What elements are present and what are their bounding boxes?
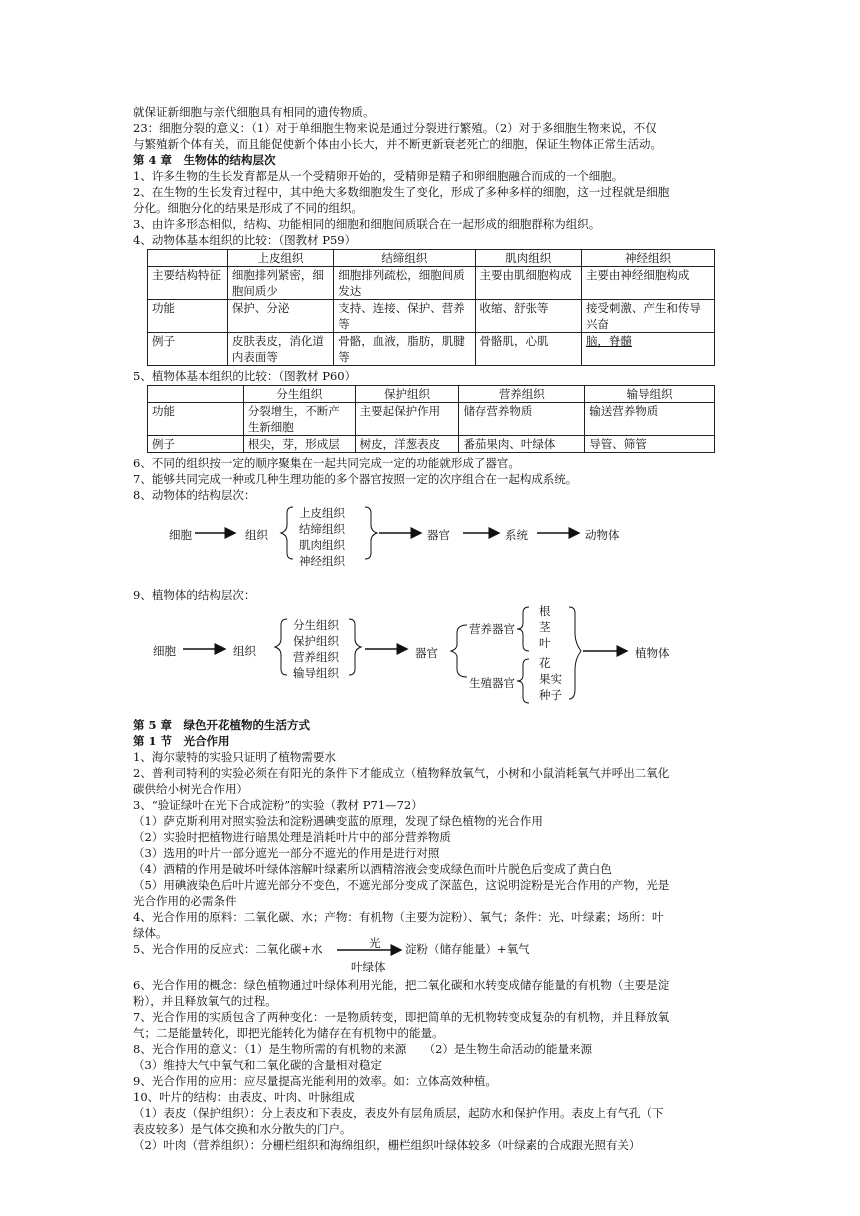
text-line: 就保证新细胞与亲代细胞具有相同的遗传物质。	[133, 105, 375, 119]
table-header-cell: 保护组织	[355, 386, 459, 403]
table-row	[148, 436, 715, 453]
table-row	[148, 403, 715, 436]
table-cell: 导管、筛管	[585, 436, 715, 453]
table-cell: 根尖，芽，形成层	[243, 436, 355, 453]
diagram-node-tissue-type: 保护组织	[293, 634, 339, 648]
text-line: 1、海尔蒙特的实验只证明了植物需要水	[133, 750, 336, 764]
diagram-node-leaf: 叶	[539, 636, 551, 650]
text-line: 7、能够共同完成一种或几种生理功能的多个器官按照一定的次序组合在一起构成系统。	[133, 472, 578, 486]
diagram-node-root: 根	[539, 604, 551, 618]
text-line: 光合作用的必需条件	[133, 894, 237, 908]
table-row	[148, 267, 715, 300]
animal-tissue-table	[147, 249, 715, 366]
diagram-node-stem: 茎	[539, 620, 551, 634]
text-line: 8、动物体的结构层次：	[133, 488, 256, 502]
table-cell: 分裂增生，不断产生新细胞	[243, 403, 355, 436]
text-line: 7、光合作用的实质包含了两种变化：一是物质转变，即把简单的无机物转变成复杂的有机物，并且释放氧	[133, 1010, 670, 1024]
text-line: （1）表皮（保护组织）：分上表皮和下表皮，表皮外有层角质层，起防水和保护作用。表皮上有气孔（下	[133, 1106, 664, 1120]
diagram-node-tissue-type: 结缔组织	[299, 522, 345, 536]
text-line: 8、光合作用的意义：（1）是生物所需的有机物的来源 （2）是生物生命活动的能量来源	[133, 1042, 592, 1056]
table-cell: 番茄果肉、叶绿体	[459, 436, 585, 453]
plant-structure-diagram	[133, 605, 733, 715]
table-row	[148, 333, 715, 366]
text-line: 2、普利司特利的实验必须在有阳光的条件下才能成立（植物释放氧气，小树和小鼠消耗氧气并呼出二氧化	[133, 766, 670, 780]
diagram-node-tissue-type: 营养组织	[293, 650, 339, 664]
diagram-node-tissue-type: 神经组织	[299, 554, 345, 568]
text-line: 2、在生物的生长发育过程中，其中绝大多数细胞发生了变化，形成了多种多样的细胞，这一过程就是细胞	[133, 185, 670, 199]
diagram-node-tissue-type: 上皮组织	[299, 506, 345, 520]
text-line: 4、光合作用的原料：二氧化碳、水；产物：有机物（主要为淀粉）、氧气；条件：光、叶绿素；场所：叶	[133, 910, 664, 924]
text-line: （3）维持大气中氧气和二氧化碳的含量相对稳定	[133, 1058, 382, 1072]
table-header-cell: 肌肉组织	[475, 250, 581, 267]
diagram-node-tissue-type: 输导组织	[293, 666, 339, 680]
equation-condition-light: 光	[369, 936, 381, 950]
table-header-cell: 结缔组织	[334, 250, 475, 267]
text-line: （3）选用的叶片一部分遮光一部分不遮光的作用是进行对照	[133, 846, 440, 860]
diagram-node-animal-body: 动物体	[585, 528, 620, 542]
table-cell: 保护、分泌	[227, 300, 333, 333]
table-header-cell: 分生组织	[243, 386, 355, 403]
text-line: 9、植物体的结构层次：	[133, 588, 256, 602]
table-cell: 支持、连接、保护、营养等	[334, 300, 475, 333]
text-line: 碳供给小树光合作用）	[133, 782, 248, 796]
animal-structure-diagram	[133, 505, 733, 585]
table-header-cell: 输导组织	[585, 386, 715, 403]
diagram-node-fruit: 果实	[539, 672, 562, 686]
chapter-4-title: 第 4 章 生物体的结构层次	[133, 153, 276, 167]
table-cell: 皮肤表皮，消化道内表面等	[227, 333, 333, 366]
text-line: （1）萨克斯利用对照实验法和淀粉遇碘变蓝的原理，发现了绿色植物的光合作用	[133, 814, 543, 828]
table-cell: 输送营养物质	[585, 403, 715, 436]
text-line: （4）酒精的作用是破坏叶绿体溶解叶绿素所以酒精溶液会变成绿色而叶片脱色后变成了黄白色	[133, 862, 612, 876]
photosynthesis-equation	[133, 936, 733, 977]
text-line: （2）实验时把植物进行暗黑处理是消耗叶片中的部分营养物质	[133, 830, 451, 844]
text-line: 分化。细胞分化的结果是形成了不同的组织。	[133, 201, 363, 215]
diagram-node-system: 系统	[505, 528, 528, 542]
table-header-cell: 神经组织	[581, 250, 714, 267]
table-header-row	[148, 386, 715, 403]
table-cell: 主要起保护作用	[355, 403, 459, 436]
text-line: 10、叶片的结构：由表皮、叶肉、叶脉组成	[133, 1090, 355, 1104]
diagram-node-tissue-type: 分生组织	[293, 618, 339, 632]
text-line: 表皮较多）是气体交换和水分散失的门户。	[133, 1122, 352, 1136]
text-line: 5、植物体基本组织的比较：（图教材 P60）	[133, 369, 357, 383]
section-1-title: 第 1 节 光合作用	[133, 734, 230, 748]
diagram-node-tissue: 组织	[245, 528, 268, 542]
diagram-node-plant-body: 植物体	[635, 646, 670, 660]
table-cell: 接受刺激、产生和传导兴奋	[581, 300, 714, 333]
text-line: 4、动物体基本组织的比较：（图教材 P59）	[133, 233, 357, 247]
text-line: 与繁殖新个体有关，而且能促使新个体由小长大，并不断更新衰老死亡的细胞，保证生物体正常生活动。	[133, 137, 662, 151]
table-cell: 功能	[148, 300, 228, 333]
table-cell: 主要由肌细胞构成	[475, 267, 581, 300]
text-line: 绿体。	[133, 926, 168, 940]
chapter-5-title: 第 5 章 绿色开花植物的生活方式	[133, 718, 311, 732]
equation-reactants: 5、光合作用的反应式：二氧化碳+水	[133, 942, 323, 956]
table-row	[148, 300, 715, 333]
text-line: （5）用碘液染色后叶片遮光部分不变色，不遮光部分变成了深蓝色，这说明淀粉是光合作用的产物，光是	[133, 878, 670, 892]
diagram-node-vegetative-organ: 营养器官	[469, 622, 515, 636]
diagram-node-tissue: 组织	[233, 644, 256, 658]
text-line: 气；二是能量转化，即把光能转化为储存在有机物中的能量。	[133, 1026, 444, 1040]
text-line: 3、“验证绿叶在光下合成淀粉”的实验（教材 P71—72）	[133, 798, 423, 812]
text-line: 23：细胞分裂的意义：（1）对于单细胞生物来说是通过分裂进行繁殖。（2）对于多细胞生物来说，不仅	[133, 121, 657, 135]
diagram-node-cell: 细胞	[153, 644, 176, 658]
table-cell: 功能	[148, 403, 244, 436]
table-header-row	[148, 250, 715, 267]
text-line: 6、不同的组织按一定的顺序聚集在一起共同完成一定的功能就形成了器官。	[133, 456, 520, 470]
table-header-cell: 营养组织	[459, 386, 585, 403]
animal-diagram-arrows	[133, 505, 733, 585]
diagram-node-seed: 种子	[539, 688, 562, 702]
table-cell: 储存营养物质	[459, 403, 585, 436]
text-line: 9、光合作用的应用：应尽量提高光能利用的效率。如：立体高效种植。	[133, 1074, 497, 1088]
table-cell: 脑，脊髓	[581, 333, 714, 366]
text-line: 1、许多生物的生长发育都是从一个受精卵开始的，受精卵是精子和卵细胞融合而成的一个细胞。	[133, 169, 624, 183]
table-cell	[148, 386, 244, 403]
equation-products: 淀粉（储存能量）+氧气	[405, 942, 530, 956]
table-cell: 细胞排列紧密，细胞间质少	[227, 267, 333, 300]
table-header-cell: 上皮组织	[227, 250, 333, 267]
table-cell: 细胞排列疏松，细胞间质发达	[334, 267, 475, 300]
diagram-node-organ: 器官	[427, 528, 450, 542]
table-cell: 收缩、舒张等	[475, 300, 581, 333]
text-line: 3、由许多形态相似，结构、功能相同的细胞和细胞间质联合在一起形成的细胞群称为组织。	[133, 217, 601, 231]
text-line: （2）叶肉（营养组织）：分栅栏组织和海绵组织，栅栏组织叶绿体较多（叶绿素的合成跟光照有关）	[133, 1138, 641, 1152]
equation-condition-chloroplast: 叶绿体	[351, 960, 386, 974]
table-cell	[148, 250, 228, 267]
document-page	[133, 104, 733, 1153]
table-cell: 例子	[148, 436, 244, 453]
table-cell: 主要结构特征	[148, 267, 228, 300]
table-cell: 骨骼肌，心肌	[475, 333, 581, 366]
table-cell: 骨骼，血液，脂肪，肌腱等	[334, 333, 475, 366]
diagram-node-tissue-type: 肌肉组织	[299, 538, 345, 552]
diagram-node-reproductive-organ: 生殖器官	[469, 676, 515, 690]
diagram-node-flower: 花	[539, 656, 551, 670]
diagram-node-organ: 器官	[415, 646, 438, 660]
text-line: 粉），并且释放氧气的过程。	[133, 994, 277, 1008]
table-cell: 主要由神经细胞构成	[581, 267, 714, 300]
table-cell: 树皮，洋葱表皮	[355, 436, 459, 453]
diagram-node-cell: 细胞	[169, 528, 192, 542]
plant-tissue-table	[147, 385, 715, 453]
text-line: 6、光合作用的概念：绿色植物通过叶绿体利用光能，把二氧化碳和水转变成储存能量的有机物（主要是淀	[133, 978, 670, 992]
table-cell: 例子	[148, 333, 228, 366]
